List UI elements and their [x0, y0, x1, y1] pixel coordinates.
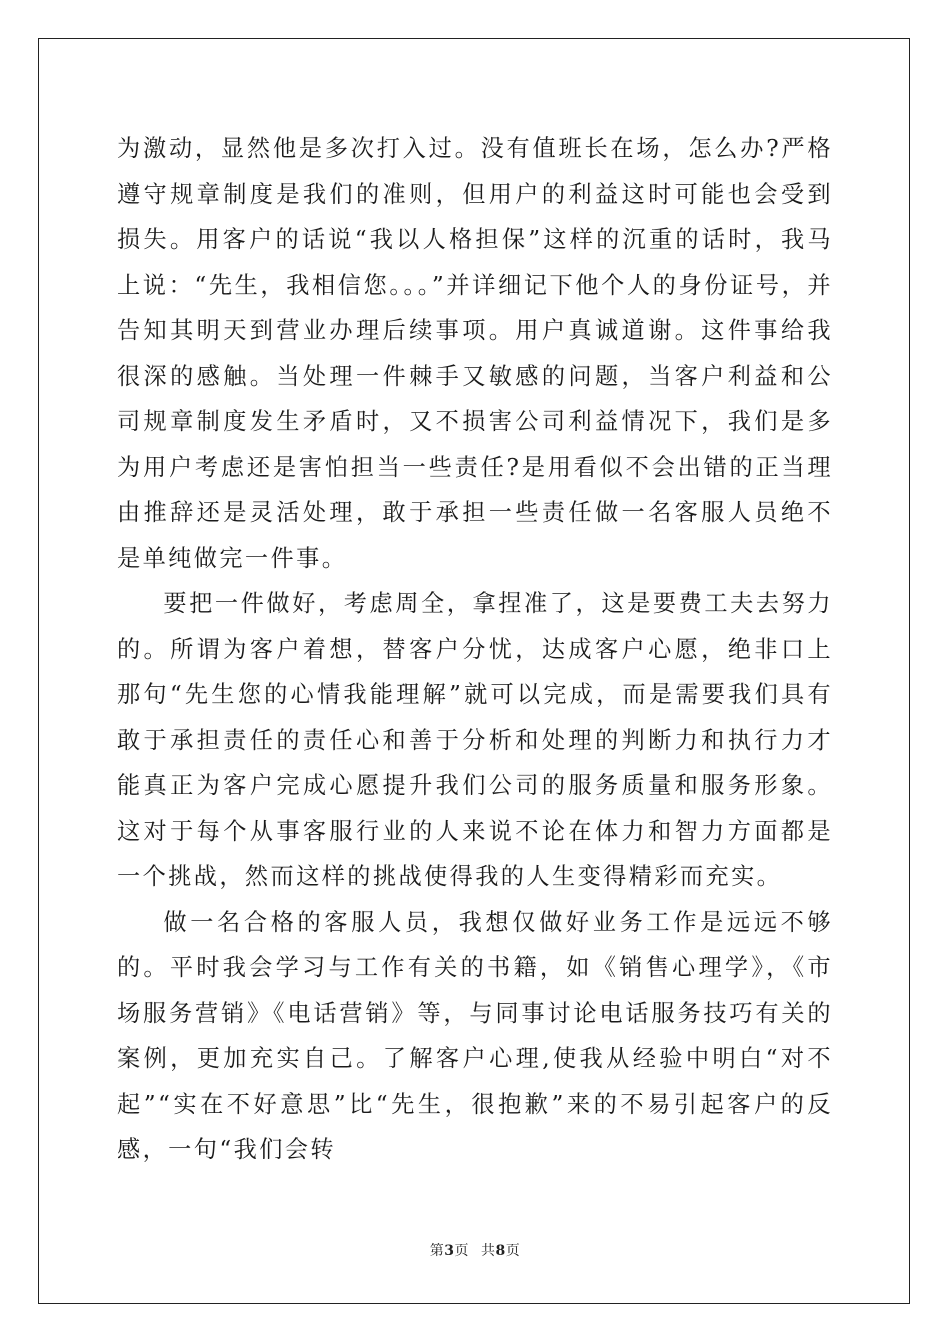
- paragraph-2: 要把一件做好，考虑周全，拿捏准了，这是要费工夫去努力的。所谓为客户着想，替客户分忧，达成客户心愿，绝非口上那句“先生您的心情我能理解”就可以完成，而是需要我们具有敢于承担责任的责任心和善于分析和处理的判断力和执行力才能真正为客户完成心愿提升我们公司的服务质量和服务形象。这对于每个从事客服行业的人来说不论在体力和智力方面都是一个挑战，然而这样的挑战使得我的人生变得精彩而充实。: [117, 590, 833, 890]
- page-footer: [0, 1240, 950, 1260]
- document-body: [117, 126, 833, 1173]
- page-number-suffix: 页: [454, 1243, 469, 1259]
- paragraph-3: 做一名合格的客服人员，我想仅做好业务工作是远远不够的。平时我会学习与工作有关的书籍，如《销售心理学》，《市场服务营销》《电话营销》等，与同事讨论电话服务技巧有关的案例，更加充实自己。了解客户心理,使我从经验中明白“对不起”“实在不好意思”比“先生，很抱歉”来的不易引起客户的反感，一句“我们会转: [117, 908, 833, 1163]
- paragraph-1: 为激动，显然他是多次打入过。没有值班长在场，怎么办?严格遵守规章制度是我们的准则，但用户的利益这时可能也会受到损失。用客户的话说“我以人格担保”这样的沉重的话时，我马上说：“先生，我相信您。。。”并详细记下他个人的身份证号，并告知其明天到营业办理后续事项。用户真诚道谢。这件事给我很深的感触。当处理一件棘手又敏感的问题，当客户利益和公司规章制度发生矛盾时，又不损害公司利益情况下，我们是多为用户考虑还是害怕担当一些责任?是用看似不会出错的正当理由推辞还是灵活处理，敢于承担一些责任做一名客服人员绝不是单纯做完一件事。: [117, 135, 833, 572]
- total-pages-suffix: 页: [505, 1243, 521, 1259]
- total-pages-number: 8: [495, 1243, 506, 1259]
- current-page-number: 3: [444, 1243, 455, 1259]
- page-number-prefix: 第: [429, 1243, 445, 1259]
- total-pages-prefix: 共: [481, 1243, 496, 1259]
